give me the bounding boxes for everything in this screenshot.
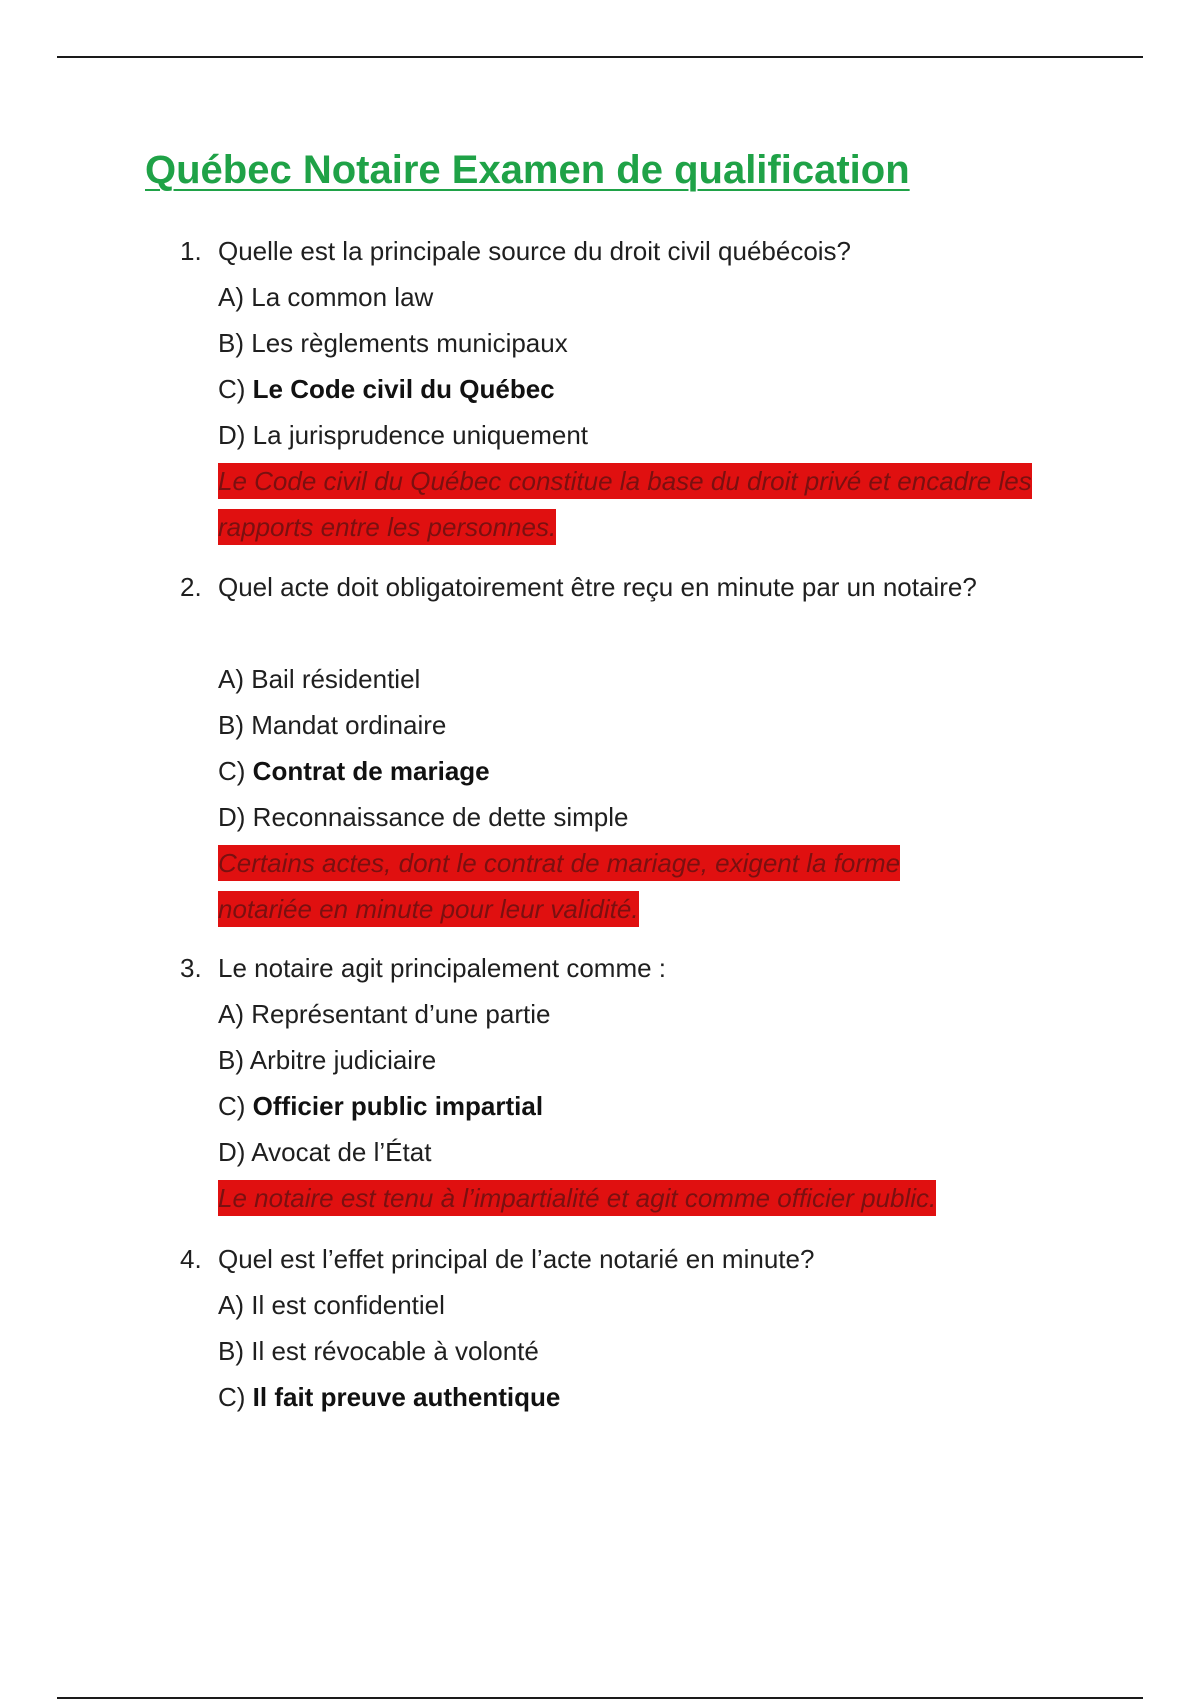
option-c-correct: [218, 748, 628, 794]
question-number: 4.: [180, 1244, 202, 1274]
option-d: [218, 794, 628, 840]
option-prefix: B): [218, 328, 252, 358]
correct-answer-text: Contrat de mariage: [252, 756, 490, 786]
option-prefix: D): [218, 802, 253, 832]
top-rule: [57, 56, 1143, 58]
option-list: [218, 1282, 560, 1420]
page-title: Québec Notaire Examen de qualification: [145, 148, 910, 192]
option-d: [218, 412, 588, 458]
explanation: [218, 840, 998, 932]
option-b: [218, 320, 588, 366]
option-a: [218, 991, 550, 1037]
bottom-rule: [57, 1697, 1143, 1699]
option-prefix: A): [218, 664, 252, 694]
option-list: [218, 991, 550, 1175]
explanation-text: Le notaire est tenu à l’impartialité et agit comme officier public.: [218, 1180, 936, 1216]
explanation-text: Certains actes, dont le contrat de mariage, exigent la forme notariée en minute pour leur validité.: [218, 845, 900, 927]
option-text: Reconnaissance de dette simple: [252, 802, 629, 832]
option-text: Bail résidentiel: [251, 664, 421, 694]
option-b: [218, 1328, 560, 1374]
option-prefix: A): [218, 1290, 252, 1320]
option-a: [218, 1282, 560, 1328]
correct-answer-text: Il fait preuve authentique: [252, 1382, 561, 1412]
option-prefix: A): [218, 999, 252, 1029]
option-prefix: C): [218, 756, 253, 786]
option-d: [218, 1129, 550, 1175]
option-b: [218, 702, 628, 748]
option-text: Les règlements municipaux: [251, 328, 568, 358]
option-text: Avocat de l’État: [251, 1137, 432, 1167]
option-list: [218, 274, 588, 458]
correct-answer-text: Officier public impartial: [252, 1091, 544, 1121]
option-prefix: D): [218, 1137, 252, 1167]
option-a: [218, 274, 588, 320]
option-c-correct: [218, 1083, 550, 1129]
option-prefix: B): [218, 1336, 252, 1366]
option-list: [218, 656, 628, 840]
option-text: Il est révocable à volonté: [251, 1336, 539, 1366]
question-number: 3.: [180, 953, 202, 983]
option-text: Mandat ordinaire: [251, 710, 447, 740]
explanation-text: Le Code civil du Québec constitue la base du droit privé et encadre les rapports entre les personnes.: [218, 463, 1032, 545]
option-prefix: A): [218, 282, 252, 312]
option-text: Il est confidentiel: [251, 1290, 445, 1320]
option-prefix: B): [218, 1045, 250, 1075]
option-prefix: D): [218, 420, 253, 450]
option-b: [218, 1037, 550, 1083]
option-prefix: C): [218, 1382, 253, 1412]
question-text: Quelle est la principale source du droit civil québécois?: [218, 236, 852, 266]
option-text: Représentant d’une partie: [251, 999, 551, 1029]
question-text: Quel acte doit obligatoirement être reçu en minute par un notaire?: [218, 572, 977, 602]
option-prefix: B): [218, 710, 252, 740]
option-c-correct: [218, 366, 588, 412]
question-text: Le notaire agit principalement comme :: [218, 953, 667, 983]
option-prefix: C): [218, 1091, 253, 1121]
explanation: [218, 458, 1078, 550]
option-a: [218, 656, 628, 702]
option-prefix: C): [218, 374, 253, 404]
question-number: 2.: [180, 572, 202, 602]
question-number: 1.: [180, 236, 202, 266]
question-text: Quel est l’effet principal de l’acte notarié en minute?: [218, 1244, 815, 1274]
explanation: [218, 1175, 1118, 1221]
correct-answer-text: Le Code civil du Québec: [252, 374, 555, 404]
option-text: Arbitre judiciaire: [249, 1045, 437, 1075]
option-text: La jurisprudence uniquement: [252, 420, 589, 450]
option-text: La common law: [251, 282, 434, 312]
option-c-correct: [218, 1374, 560, 1420]
